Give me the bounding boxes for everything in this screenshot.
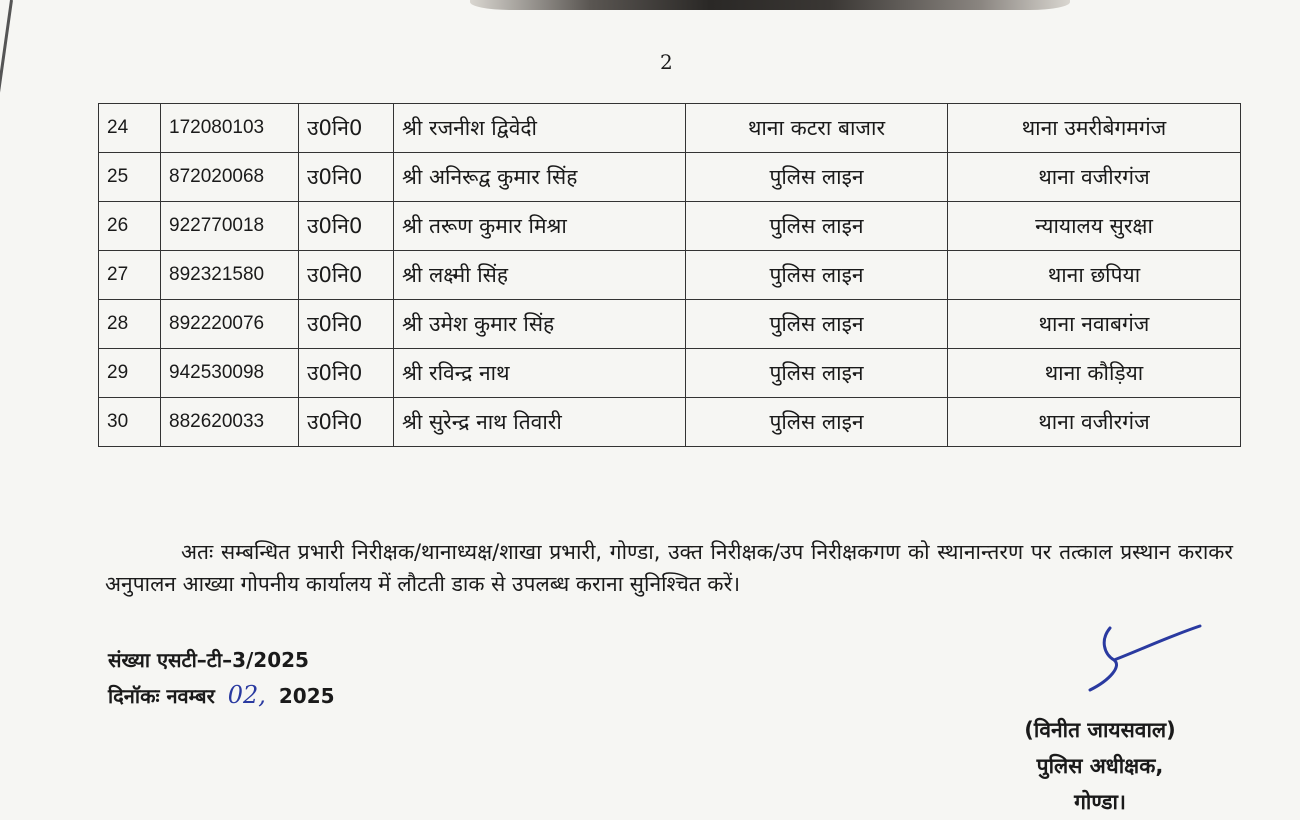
handwritten-day: 02, xyxy=(227,681,266,709)
table-row xyxy=(99,349,1241,398)
from-post-cell: पुलिस लाइन xyxy=(686,300,948,349)
reference-number: संख्या एसटी–टी–3/2025 xyxy=(108,648,309,672)
serial-cell: 30 xyxy=(99,398,161,447)
name-cell: श्री रजनीश द्विवेदी xyxy=(394,104,686,153)
page-number: 2 xyxy=(660,50,673,74)
serial-cell: 28 xyxy=(99,300,161,349)
pno-cell: 172080103 xyxy=(161,104,299,153)
name-cell: श्री सुरेन्द्र नाथ तिवारी xyxy=(394,398,686,447)
pno-cell: 922770018 xyxy=(161,202,299,251)
name-cell: श्री तरूण कुमार मिश्रा xyxy=(394,202,686,251)
pno-cell: 892321580 xyxy=(161,251,299,300)
date-prefix: दिनॉकः नवम्बर xyxy=(108,684,215,708)
to-post-cell: थाना कौड़िया xyxy=(948,349,1241,398)
from-post-cell: थाना कटरा बाजार xyxy=(686,104,948,153)
pno-cell: 942530098 xyxy=(161,349,299,398)
to-post-cell: न्यायालय सुरक्षा xyxy=(948,202,1241,251)
name-cell: श्री लक्ष्मी सिंह xyxy=(394,251,686,300)
signatory-location: गोण्डा। xyxy=(1074,790,1126,814)
reference-date xyxy=(108,681,335,709)
rank-cell: उ0नि0 xyxy=(299,104,394,153)
paper-edge xyxy=(0,0,13,109)
from-post-cell: पुलिस लाइन xyxy=(686,202,948,251)
serial-cell: 29 xyxy=(99,349,161,398)
date-year: 2025 xyxy=(278,684,335,708)
pno-cell: 892220076 xyxy=(161,300,299,349)
table-row xyxy=(99,153,1241,202)
rank-cell: उ0नि0 xyxy=(299,349,394,398)
table-row xyxy=(99,251,1241,300)
rank-cell: उ0नि0 xyxy=(299,300,394,349)
instruction-paragraph xyxy=(105,536,1233,600)
serial-cell: 26 xyxy=(99,202,161,251)
to-post-cell: थाना वजीरगंज xyxy=(948,398,1241,447)
from-post-cell: पुलिस लाइन xyxy=(686,349,948,398)
to-post-cell: थाना उमरीबेगमगंज xyxy=(948,104,1241,153)
name-cell: श्री रविन्द्र नाथ xyxy=(394,349,686,398)
rank-cell: उ0नि0 xyxy=(299,251,394,300)
pno-cell: 882620033 xyxy=(161,398,299,447)
instruction-text: अतः सम्बन्धित प्रभारी निरीक्षक/थानाध्यक्ष/शाखा प्रभारी, गोण्डा, उक्त निरीक्षक/उप निरीक्षकगण को स्थानान्तरण पर तत्काल प्रस्थान कराकर अनुपालन आख्या गोपनीय कार्यालय में लौटती डाक से उपलब्ध कराना सुनिश्चित करें। xyxy=(105,540,1233,596)
to-post-cell: थाना नवाबगंज xyxy=(948,300,1241,349)
to-post-cell: थाना वजीरगंज xyxy=(948,153,1241,202)
signatory-designation: पुलिस अधीक्षक, xyxy=(1036,754,1164,778)
from-post-cell: पुलिस लाइन xyxy=(686,153,948,202)
rank-cell: उ0नि0 xyxy=(299,398,394,447)
from-post-cell: पुलिस लाइन xyxy=(686,398,948,447)
signature-block xyxy=(990,712,1210,820)
name-cell: श्री उमेश कुमार सिंह xyxy=(394,300,686,349)
to-post-cell: थाना छपिया xyxy=(948,251,1241,300)
serial-cell: 27 xyxy=(99,251,161,300)
serial-cell: 24 xyxy=(99,104,161,153)
from-post-cell: पुलिस लाइन xyxy=(686,251,948,300)
signature-mark xyxy=(1070,620,1210,700)
rank-cell: उ0नि0 xyxy=(299,153,394,202)
table-row xyxy=(99,300,1241,349)
table-row xyxy=(99,202,1241,251)
serial-cell: 25 xyxy=(99,153,161,202)
signatory-name: (विनीत जायसवाल) xyxy=(1024,718,1176,742)
name-cell: श्री अनिरूद्व कुमार सिंह xyxy=(394,153,686,202)
pno-cell: 872020068 xyxy=(161,153,299,202)
transfer-table xyxy=(98,103,1241,447)
scan-shadow xyxy=(470,0,1070,10)
table-row xyxy=(99,104,1241,153)
rank-cell: उ0नि0 xyxy=(299,202,394,251)
table-row xyxy=(99,398,1241,447)
